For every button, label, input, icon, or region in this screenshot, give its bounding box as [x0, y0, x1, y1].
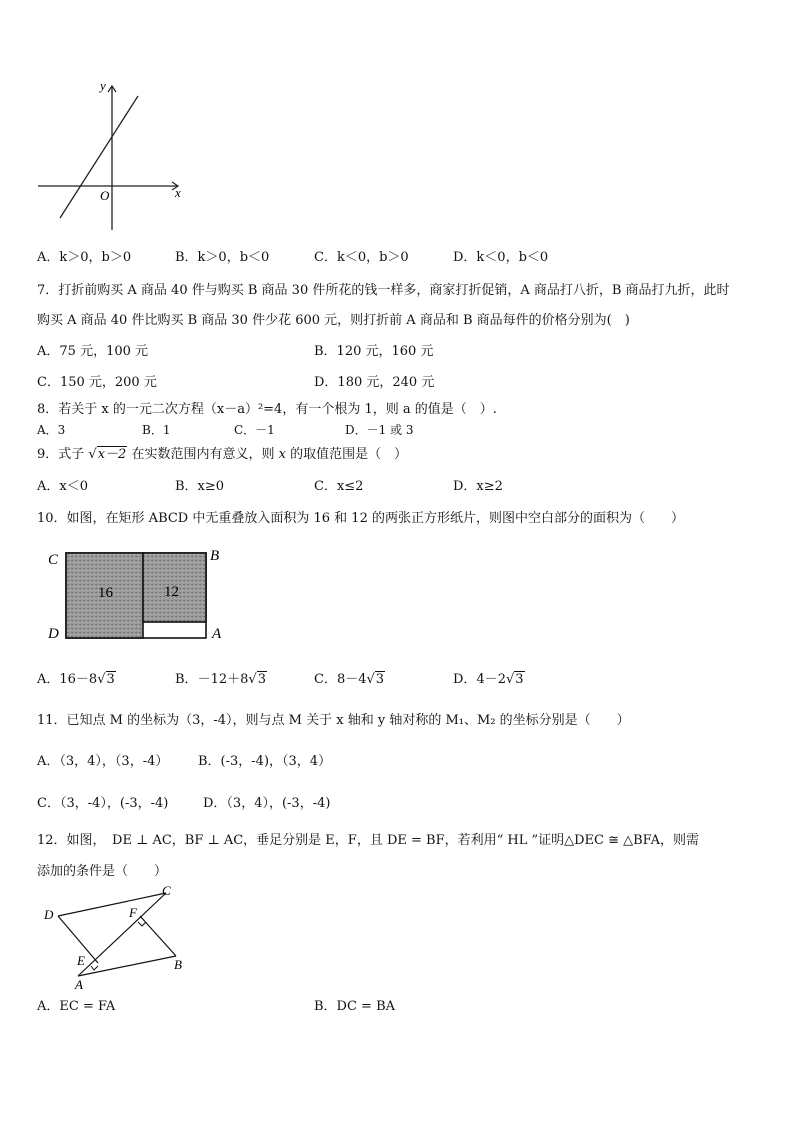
- q9-option-c[interactable]: C．x≤2: [314, 479, 364, 494]
- q12-figure: [40, 883, 200, 993]
- graph-line: [60, 96, 138, 218]
- q9-option-d[interactable]: D．x≥2: [453, 479, 503, 494]
- q12-option-a[interactable]: A．EC = FA: [37, 999, 116, 1014]
- q10-option-c-radicand: 3: [375, 672, 385, 687]
- q6-option-c[interactable]: C．k＜0，b＞0: [314, 250, 409, 265]
- label-d: D: [44, 907, 54, 922]
- segment-dc: [58, 893, 166, 916]
- q10-figure: [44, 544, 244, 644]
- q9-stem-post2: 的取值范围是（ ）: [290, 447, 408, 462]
- square-12-label: 12: [164, 584, 179, 600]
- q7-option-c[interactable]: C．150 元，200 元: [37, 375, 157, 390]
- q10-option-a-label: A．: [37, 672, 60, 687]
- q7-stem-line1: 7．打折前购买 A 商品 40 件与购买 B 商品 30 件所花的钱一样多，商家打折促销，A 商品打八折，B 商品打九折，此时: [37, 283, 730, 298]
- q12-stem-line1: 12．如图， DE ⊥ AC，BF ⊥ AC，垂足分别是 E，F，且 DE = BF，若利用“ HL ”证明△DEC ≅ △BFA，则需: [37, 833, 699, 848]
- q10-option-a-radicand: 3: [106, 672, 115, 687]
- q8-option-c[interactable]: C．－1: [234, 423, 275, 437]
- q10-option-b-radicand: 3: [257, 672, 266, 687]
- q10-option-b[interactable]: B．－12＋8√3: [175, 672, 266, 687]
- label-a: A: [212, 626, 222, 642]
- segment-ab: [78, 956, 176, 976]
- q6-option-b[interactable]: B．k＞0，b＜0: [175, 250, 270, 265]
- q11-stem: 11．已知点 M 的坐标为（3，-4），则与点 M 关于 x 轴和 y 轴对称的 M₁、M₂ 的坐标分别是（ ）: [37, 713, 630, 728]
- q9-var: x: [278, 447, 286, 462]
- right-angle-e: [91, 966, 98, 970]
- q6-option-a[interactable]: A．k＞0，b＞0: [37, 250, 132, 265]
- x-axis-label: x: [175, 185, 181, 200]
- q7-stem-line2: 购买 A 商品 40 件比购买 B 商品 30 件少花 600 元，则打折前 A 商品和 B 商品每件的价格分别为( ): [37, 313, 630, 328]
- q8-option-d[interactable]: D．－1 或 3: [345, 423, 414, 437]
- q7-option-b[interactable]: B．120 元，160 元: [314, 344, 434, 359]
- q9-radical: √x－2: [88, 447, 127, 462]
- q10-option-b-label: B．: [175, 672, 198, 687]
- q11-option-a[interactable]: A．（3，4），（3，-4）: [37, 754, 169, 769]
- label-d: D: [48, 626, 59, 642]
- q7-option-d[interactable]: D．180 元，240 元: [314, 375, 435, 390]
- segment-ac: [78, 893, 166, 976]
- q10-option-d-expr: 4－2: [476, 672, 506, 687]
- right-angle-f: [138, 922, 146, 926]
- q10-option-d[interactable]: D．4－2√3: [453, 672, 524, 687]
- q10-option-b-expr: －12＋8: [197, 672, 249, 687]
- q9-option-b[interactable]: B．x≥0: [175, 479, 225, 494]
- y-axis-label: y: [100, 78, 106, 93]
- q10-option-c-expr: 8－4: [336, 672, 367, 687]
- q12-stem-line2: 添加的条件是（ ）: [37, 864, 168, 879]
- q8-stem: 8．若关于 x 的一元二次方程（x－a）²=4，有一个根为 1，则 a 的值是（ ）.: [37, 402, 497, 417]
- q10-option-d-radicand: 3: [515, 672, 524, 687]
- q6-figure: [30, 78, 190, 238]
- q11-option-d[interactable]: D．（3，4），(-3，-4): [203, 796, 331, 811]
- q9-radicand: x－2: [97, 447, 127, 462]
- label-a: A: [75, 977, 83, 992]
- label-e: E: [77, 953, 85, 968]
- q9-stem-post1: 在实数范围内有意义，则: [131, 447, 275, 462]
- q10-option-a-expr: 16－8: [59, 672, 98, 687]
- q10-option-c[interactable]: C．8－4√3: [314, 672, 385, 687]
- label-b: B: [174, 957, 182, 972]
- origin-label: O: [100, 188, 110, 203]
- label-f: F: [129, 905, 137, 920]
- q9-stem: [37, 447, 407, 463]
- q7-option-a[interactable]: A．75 元，100 元: [37, 344, 149, 359]
- q10-option-c-label: C．: [314, 672, 337, 687]
- q9-stem-pre: 9．式子: [37, 447, 85, 462]
- q6-option-d[interactable]: D．k＜0，b＜0: [453, 250, 549, 265]
- q12-option-b[interactable]: B．DC = BA: [314, 999, 396, 1014]
- label-c: C: [48, 552, 59, 568]
- q8-option-a[interactable]: A．3: [37, 423, 66, 437]
- label-c: C: [162, 883, 171, 898]
- q9-option-a[interactable]: A．x＜0: [37, 479, 88, 494]
- q10-option-d-label: D．: [453, 672, 477, 687]
- square-16-label: 16: [98, 585, 113, 601]
- q10-option-a[interactable]: A．16－8√3: [37, 672, 115, 687]
- q10-stem: 10．如图，在矩形 ABCD 中无重叠放入面积为 16 和 12 的两张正方形纸片，则图中空白部分的面积为（ ）: [37, 511, 684, 526]
- label-b: B: [210, 548, 220, 564]
- q11-option-c[interactable]: C．（3，-4），(-3，-4): [37, 796, 169, 811]
- q11-option-b[interactable]: B．(-3，-4)，（3，4）: [198, 754, 332, 769]
- q8-option-b[interactable]: B．1: [142, 423, 171, 437]
